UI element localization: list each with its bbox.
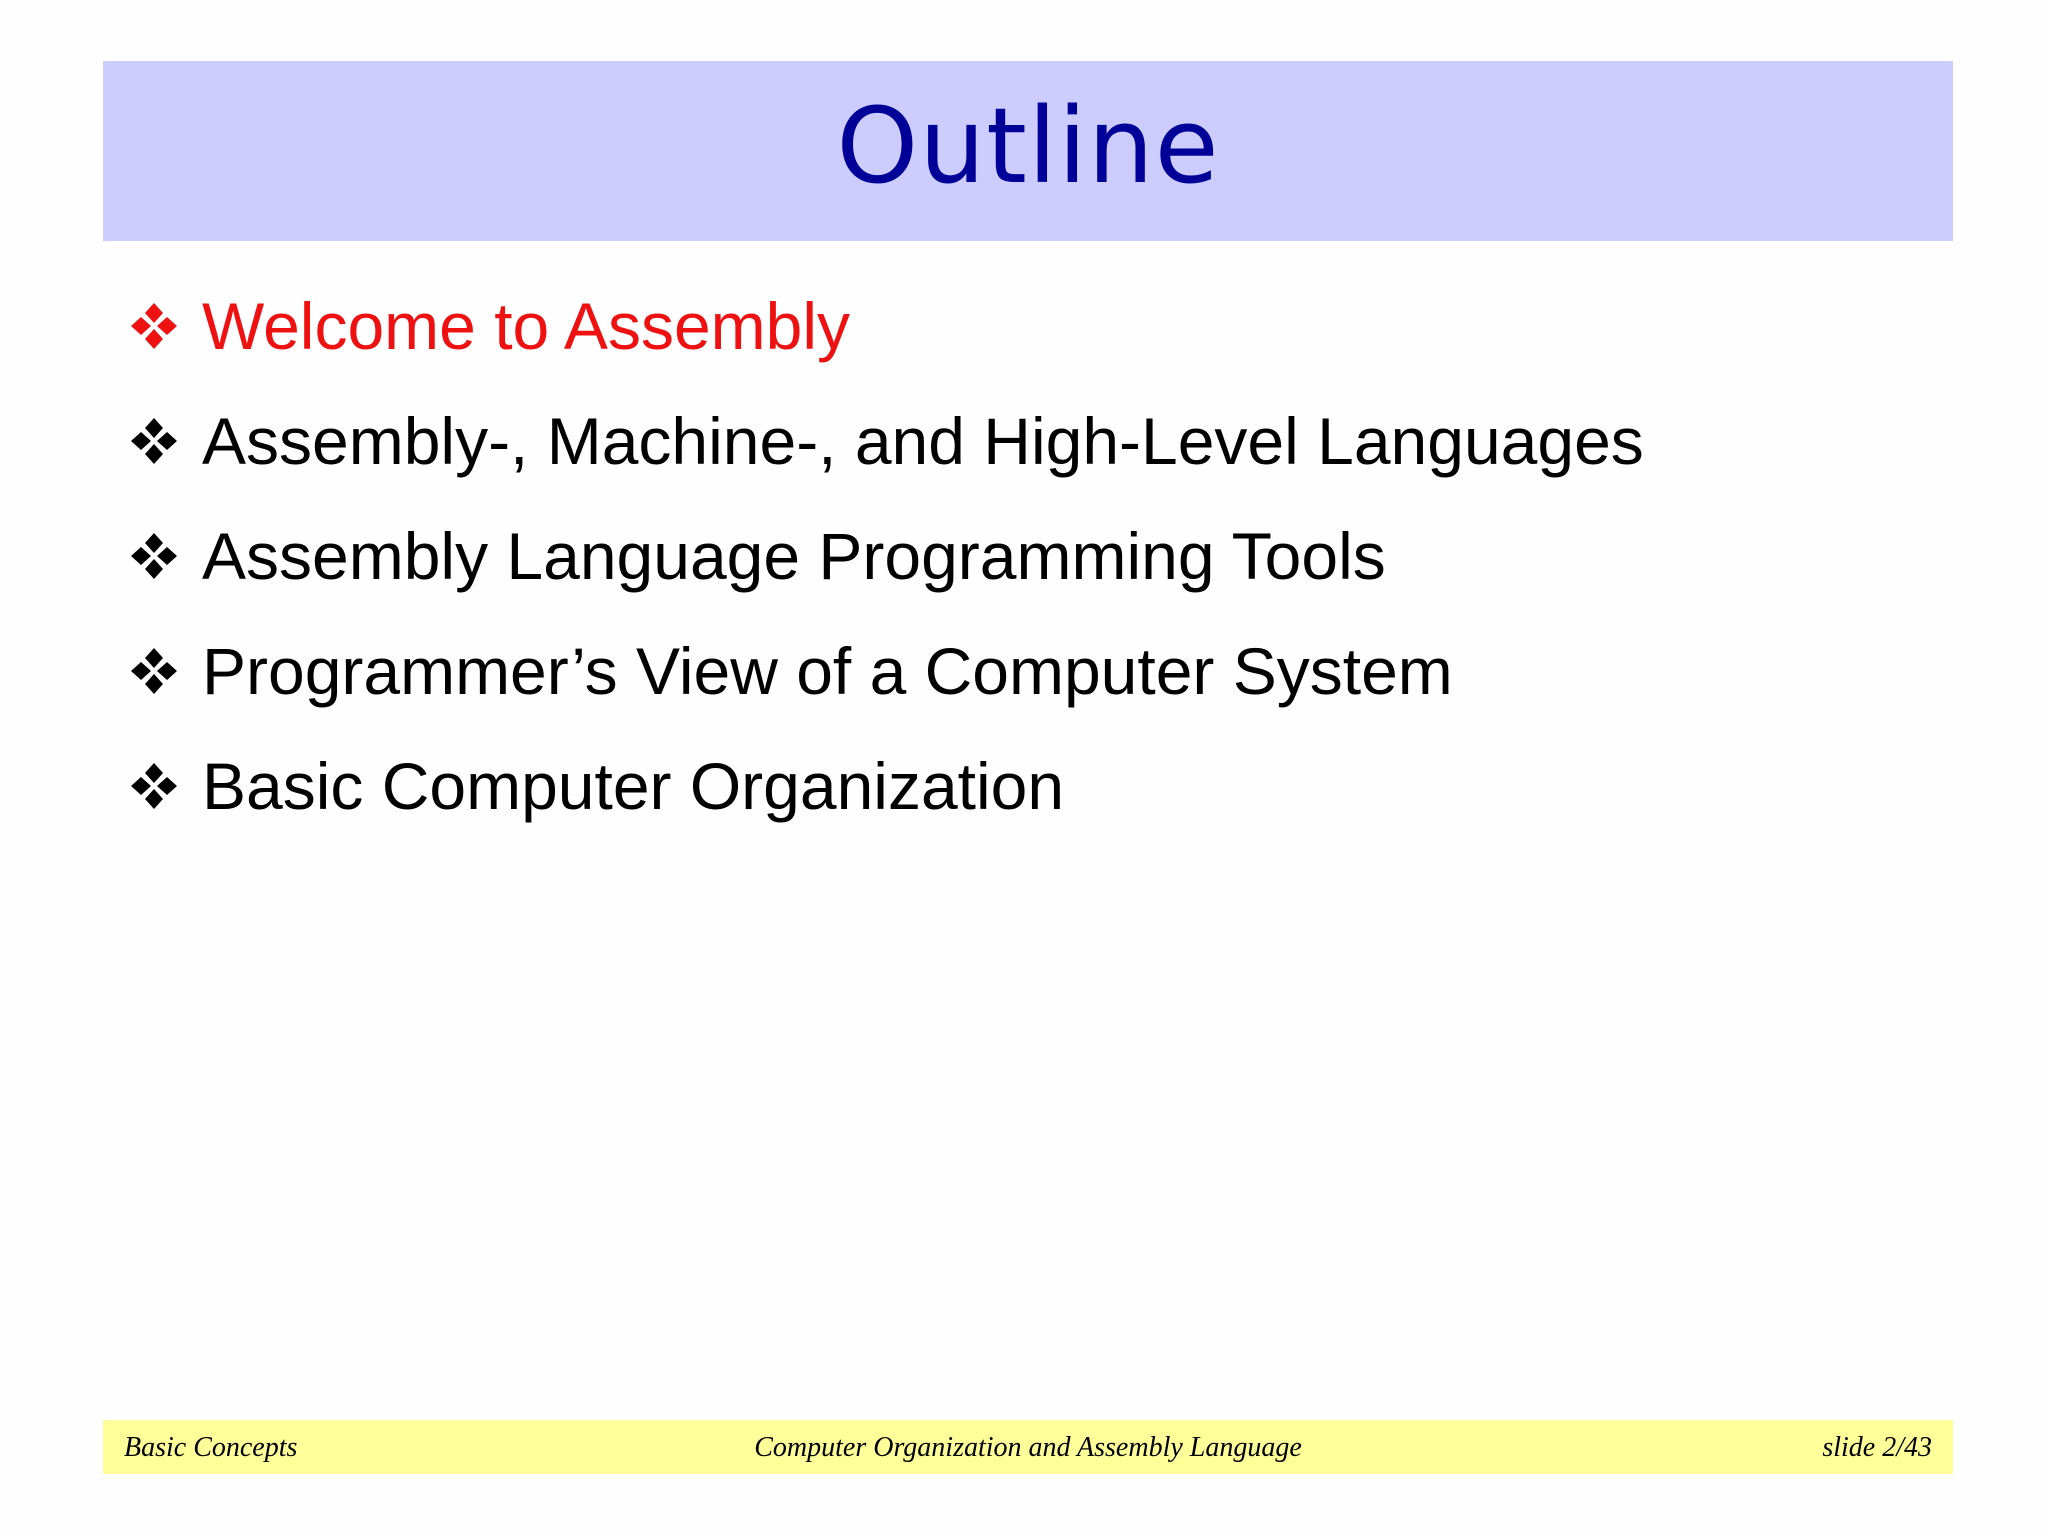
slide-title: Outline [836, 85, 1220, 207]
bullet-label: Assembly Language Programming Tools [202, 518, 1386, 593]
bullet-label: Assembly-, Machine-, and High-Level Languages [202, 403, 1644, 478]
footer-section-label: Basic Concepts [124, 1432, 298, 1463]
bullet-list [128, 268, 1928, 843]
four-diamond-icon [128, 530, 180, 582]
bullet-label: Welcome to Assembly [202, 288, 851, 363]
slide-footer [103, 1420, 1953, 1474]
footer-course-title: Computer Organization and Assembly Language [754, 1432, 1302, 1463]
four-diamond-icon [128, 645, 180, 697]
footer-slide-number: slide 2/43 [1822, 1432, 1932, 1463]
four-diamond-icon [128, 300, 180, 352]
bullet-item-tools [128, 498, 1928, 613]
four-diamond-icon [128, 415, 180, 467]
bullet-item-welcome [128, 268, 1928, 383]
bullet-item-programmers-view [128, 613, 1928, 728]
bullet-label: Basic Computer Organization [202, 748, 1065, 823]
bullet-label: Programmer’s View of a Computer System [202, 633, 1453, 708]
bullet-item-languages [128, 383, 1928, 498]
bullet-item-organization [128, 728, 1928, 843]
four-diamond-icon [128, 760, 180, 812]
title-band [103, 61, 1953, 241]
